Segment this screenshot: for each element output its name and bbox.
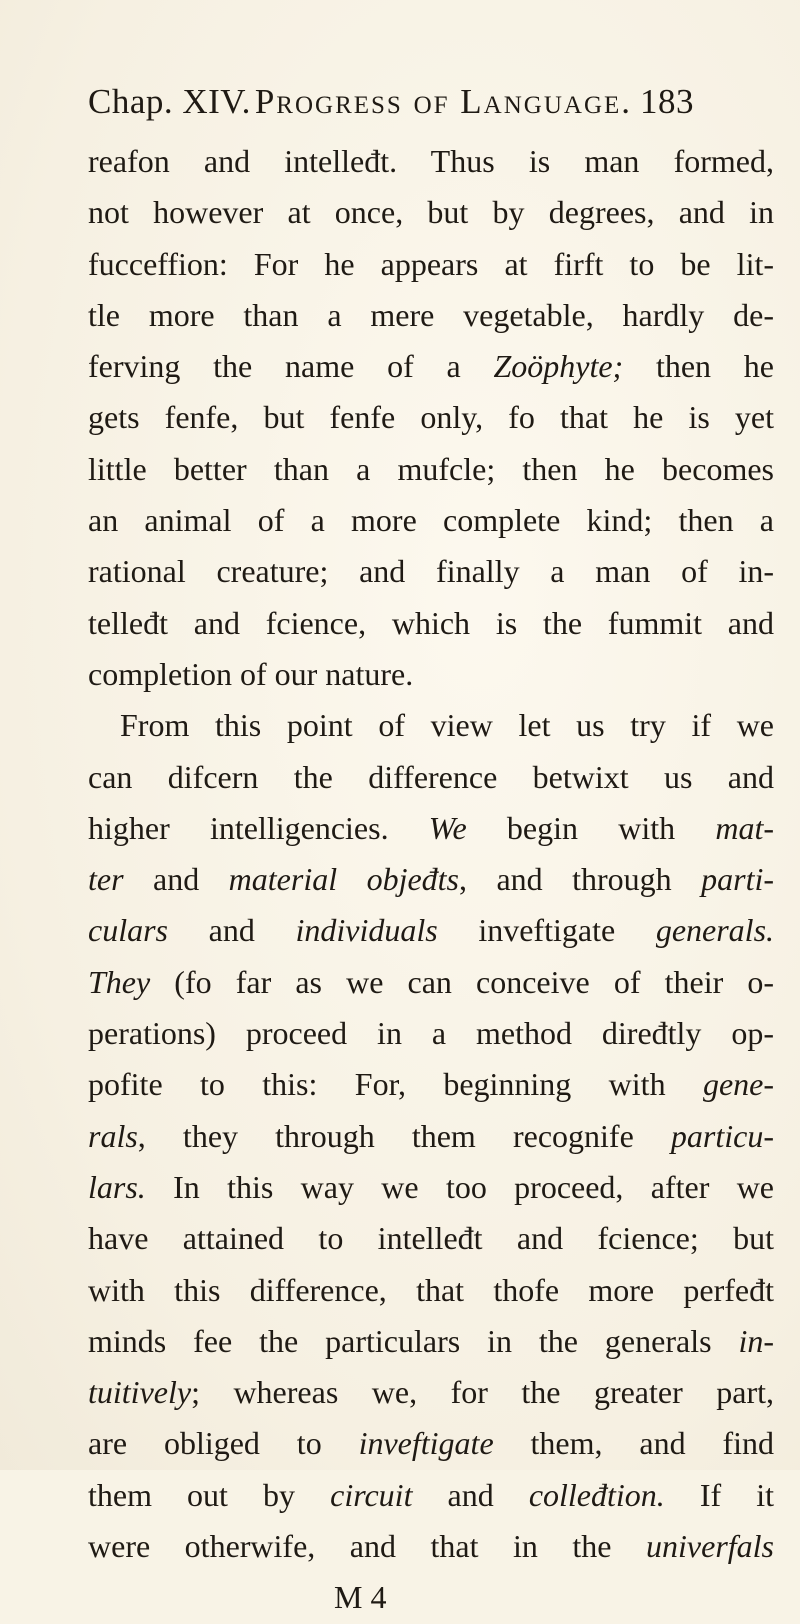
text-line: reafon and intelleđt. Thus is man formed, [88,143,774,179]
text-line: culars and individuals inveftigate generals. [88,912,775,949]
text-line: an animal of a more complete kind; then a [88,502,774,539]
header-title: Progress of Language. [254,82,633,121]
chapter-label: Chap. XIV. [88,82,251,121]
text-line: are obliged to inveftigate them, and find [88,1425,775,1462]
text-line: minds fee the particulars in the generals in- [88,1322,774,1359]
text-line: them out by circuit and colleđtion. If it [88,1476,775,1513]
text-line: fucceffion: For he appears at firft to be lit- [88,245,774,282]
text-line: gets fenfe, but fenfe only, fo that he is yet [88,399,774,436]
text-line: can difcern the difference betwixt us and [88,758,774,795]
text-line: have attained to intelleđt and fcience; but [88,1220,774,1257]
text-line: ferving the name of a Zoöphyte; then he [88,348,775,385]
page-number: 183 [640,82,695,121]
text-line: tuitively; whereas we, for the greater part, [88,1374,774,1411]
text-line: higher intelligencies. We begin with mat- [88,809,775,846]
text-line: rational creature; and finally a man of in- [88,553,774,590]
text-line: perations) proceed in a method diređtly op- [88,1015,774,1052]
text-line: completion of our nature. [88,655,414,692]
text-line: lars. In this way we too proceed, after we [88,1168,774,1205]
text-line: little better than a mufcle; then he becomes [88,450,774,487]
body-text [88,136,774,1624]
text-line: pofite to this: For, beginning with gene- [88,1066,774,1103]
text-line: From this point of view let us try if we [120,707,774,744]
running-header [88,72,788,132]
text-line: not however at once, but by degrees, and in [88,194,774,231]
text-line: tle more than a mere vegetable, hardly de- [88,296,774,333]
text-line: They (fo far as we can conceive of their o- [88,963,774,1000]
text-line: telleđt and fcience, which is the fummit and [88,604,774,641]
text-line: ter and material objeđts, and through parti- [88,861,775,898]
signature-mark: M 4 [334,1579,387,1616]
text-line: were otherwife, and that in the univerfals [88,1528,774,1565]
text-line: with this difference, that thofe more perfeđt [88,1271,774,1308]
text-line: rals, they through them recognife particu- [88,1117,774,1154]
